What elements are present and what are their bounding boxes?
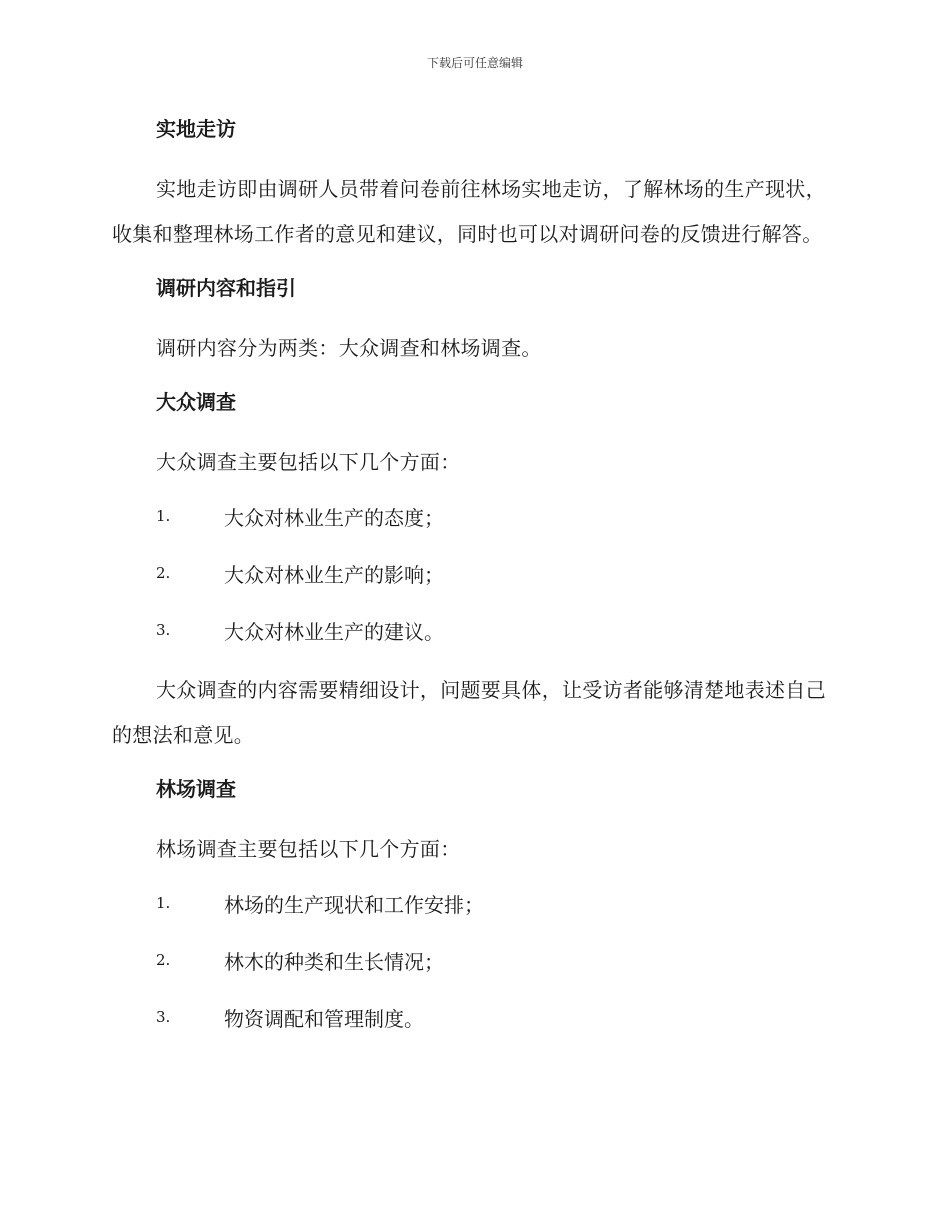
public-survey-note: 大众调查的内容需要精细设计，问题要具体，让受访者能够清楚地表述自己的想法和意见。 (112, 678, 826, 747)
document-body (112, 110, 832, 1055)
list-text: 林场的生产现状和工作安排； (224, 892, 484, 917)
list-text: 大众对林业生产的建议。 (224, 619, 444, 644)
list-item (112, 611, 832, 649)
list-number: 2. (156, 951, 171, 969)
list-text: 物资调配和管理制度。 (224, 1006, 424, 1031)
list-number: 1. (156, 894, 171, 912)
list-text: 大众对林业生产的态度； (224, 505, 444, 530)
section-heading-forest-survey: 林场调查 (156, 777, 236, 801)
list-item (112, 998, 832, 1036)
list-number: 1. (156, 507, 171, 525)
forest-survey-intro: 林场调查主要包括以下几个方面： (156, 837, 461, 861)
page-header: 下载后可任意编辑 (426, 56, 523, 70)
section-heading-field-visit: 实地走访 (156, 117, 236, 141)
list-text: 林木的种类和生长情况； (224, 949, 444, 974)
list-item (112, 554, 832, 592)
list-item (112, 497, 832, 535)
content-guide-paragraph: 调研内容分为两类：大众调查和林场调查。 (156, 336, 542, 360)
field-visit-paragraph: 实地走访即由调研人员带着问卷前往林场实地走访，了解林场的生产现状，收集和整理林场工作者的意见和建议，同时也可以对调研问卷的反馈进行解答。 (112, 177, 826, 246)
section-heading-public-survey: 大众调查 (156, 390, 236, 414)
list-number: 3. (156, 1008, 171, 1026)
list-item (112, 884, 832, 922)
list-number: 2. (156, 564, 171, 582)
list-number: 3. (156, 621, 171, 639)
public-survey-intro: 大众调查主要包括以下几个方面： (156, 450, 461, 474)
list-text: 大众对林业生产的影响； (224, 562, 444, 587)
list-item (112, 941, 832, 979)
section-heading-content-guide: 调研内容和指引 (156, 276, 296, 300)
